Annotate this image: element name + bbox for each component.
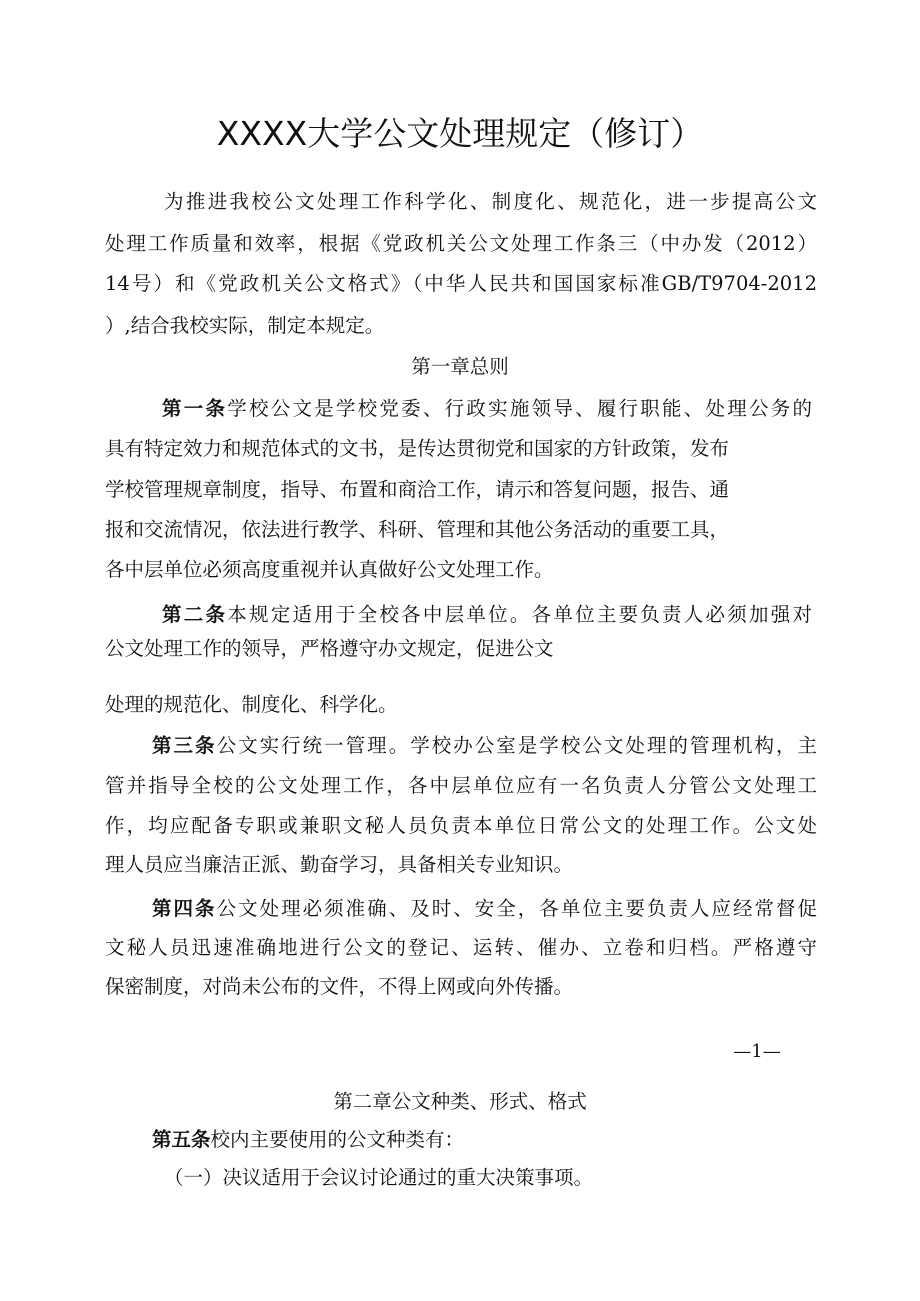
article-1-line-5: 各中层单位必须高度重视并认真做好公文处理工作。 [105, 558, 554, 581]
page-number: —1— [733, 1041, 781, 1062]
article-4-line-1: 第四条公文处理必须准确、及时、安全，各单位主要负责人应经常督促 [152, 897, 817, 920]
list-item-1: （一）决议适用于会议讨论通过的重大决策事项。 [164, 1166, 594, 1189]
article-1-line-4: 报和交流情况，依法进行教学、科研、管理和其他公务活动的重要工具， [105, 518, 730, 541]
article-1-label: 第一条 [162, 397, 228, 420]
article-4-label: 第四条 [152, 897, 217, 920]
article-2-label: 第二条 [162, 603, 228, 626]
page-title: XXXX大学公文处理规定（修订） [216, 114, 704, 153]
article-2-line-1: 第二条本规定适用于全校各中层单位。各单位主要负责人必须加强对 [162, 603, 812, 626]
article-4-line-2: 文秘人员迅速准确地进行公文的登记、运转、催办、立卷和归档。严格遵守 [105, 936, 817, 959]
intro-line-2: 处理工作质量和效率，根据《党政机关公文处理工作条三（中办发（2012） [105, 232, 817, 255]
article-3-line-3: 作，均应配备专职或兼职文秘人员负责本单位日常公文的处理工作。公文处 [105, 814, 817, 837]
article-2-line-3: 处理的规范化、制度化、科学化。 [105, 693, 398, 716]
article-2-line-2: 公文处理工作的领导，严格遵守办文规定，促进公文 [105, 637, 554, 660]
intro-line-1: 为推进我校公文处理工作科学化、制度化、规范化，进一步提高公文 [164, 190, 817, 213]
article-5-label: 第五条 [152, 1128, 211, 1151]
chapter-1-heading: 第一章总则 [411, 355, 509, 378]
article-1-line-2: 具有特定效力和规范体式的文书，是传达贯彻党和国家的方针政策，发布 [105, 437, 730, 460]
intro-line-4: ）,结合我校实际，制定本规定。 [105, 314, 385, 337]
article-3-line-1: 第三条公文实行统一管理。学校办公室是学校公文处理的管理机构，主 [152, 734, 817, 757]
article-4-line-3: 保密制度，对尚未公布的文件，不得上网或向外传播。 [105, 975, 574, 998]
article-3-label: 第三条 [152, 734, 217, 757]
article-1-line-1: 第一条学校公文是学校党委、行政实施领导、履行职能、处理公务的 [162, 397, 812, 420]
article-5-line-1: 第五条校内主要使用的公文种类有： [152, 1128, 465, 1151]
article-1-line-3: 学校管理规章制度，指导、布置和商洽工作，请示和答复问题，报告、通 [105, 478, 730, 501]
chapter-2-heading: 第二章公文种类、形式、格式 [333, 1090, 587, 1113]
article-3-line-4: 理人员应当廉洁正派、勤奋学习，具备相关专业知识。 [105, 853, 574, 876]
article-3-line-2: 管并指导全校的公文处理工作，各中层单位应有一名负责人分管公文处理工 [105, 774, 817, 797]
intro-line-3: 14号）和《党政机关公文格式》（中华人民共和国国家标准GB/T9704-2012 [105, 272, 817, 295]
